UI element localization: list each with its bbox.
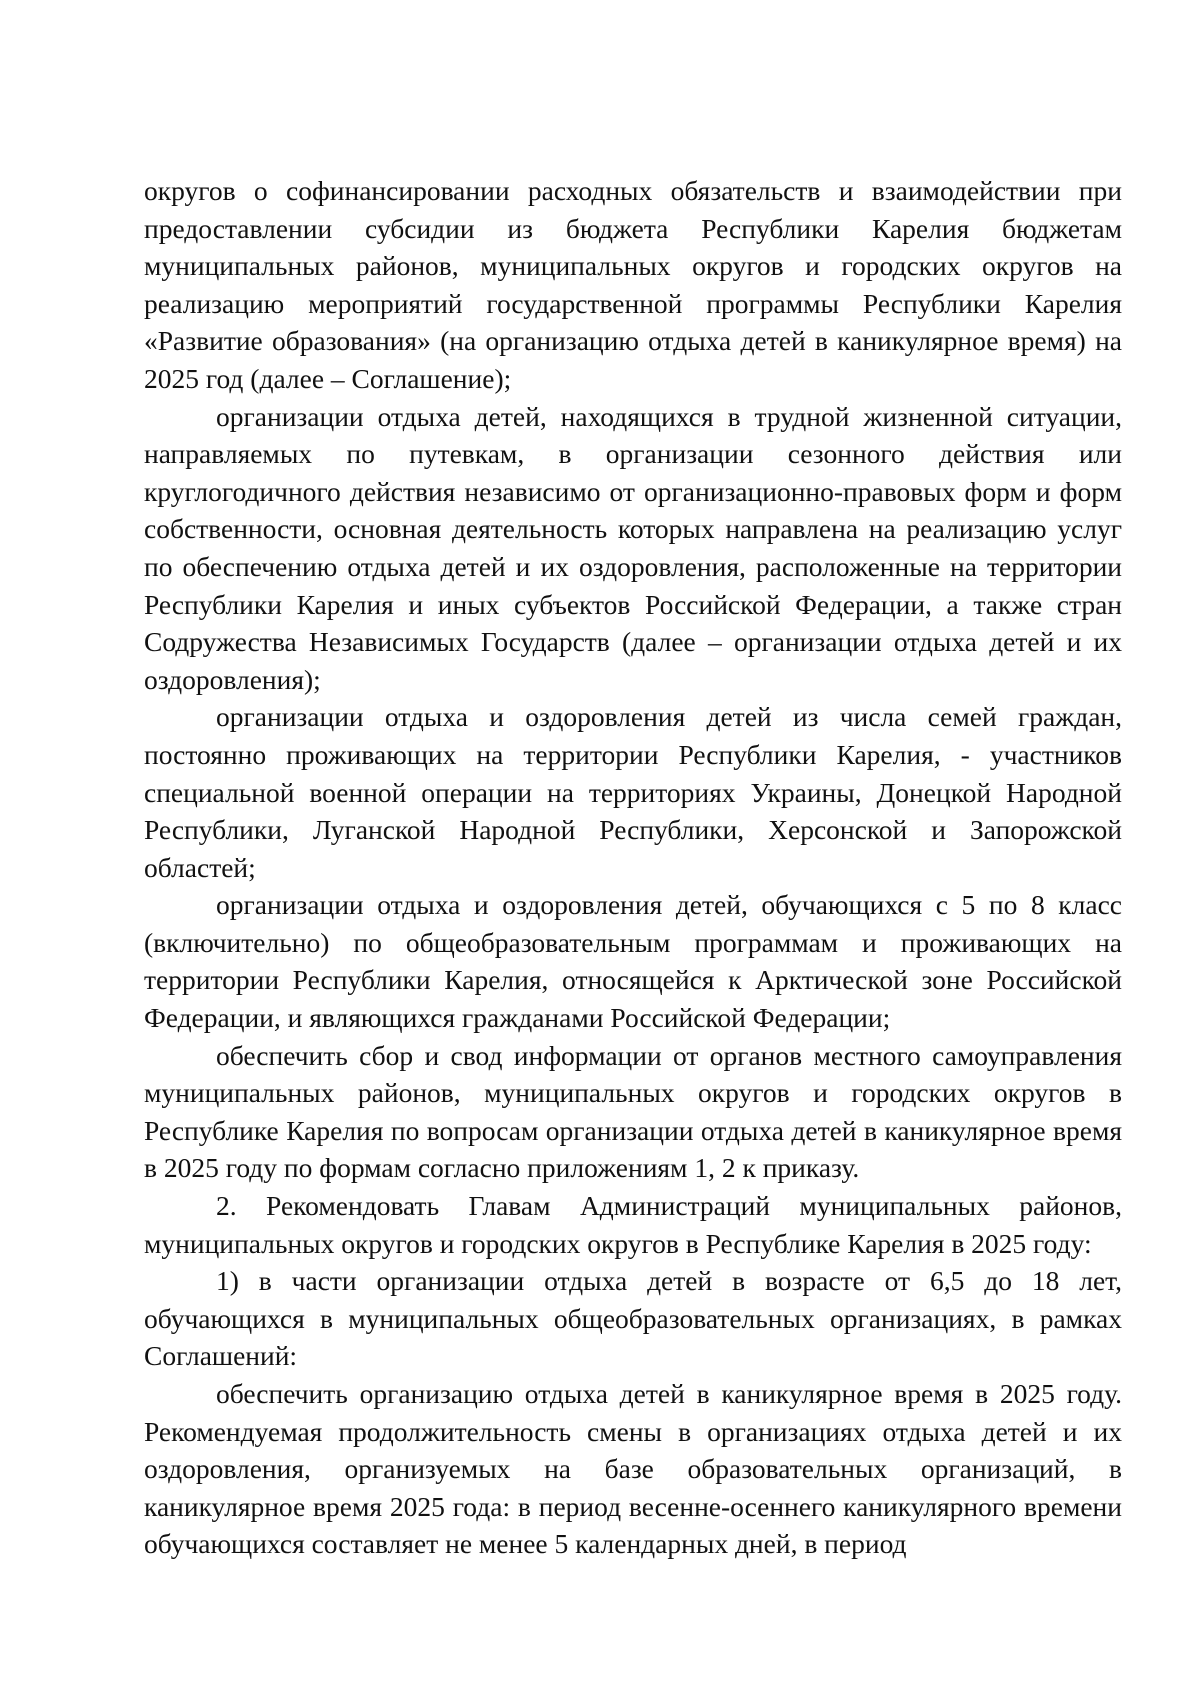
paragraph-information-collection: обеспечить сбор и свод информации от органов местного самоуправления муниципальных районов, муниципальных округов и городских округов в Республике Карелия по вопросам организации отдыха детей в каникулярное время в 2025 году по формам согласно приложениям 1, 2 к приказу. [144, 1039, 1122, 1184]
paragraph-shift-duration: обеспечить организацию отдыха детей в каникулярное время в 2025 году. Рекомендуемая продолжительность смены в организациях отдыха детей и их оздоровления, организуемых на базе образовательных организаций, в каникулярное время 2025 года: в период весенне-осеннего каникулярного времени обучающихся составляет не менее 5 календарных дней, в период [144, 1378, 1122, 1560]
paragraph-difficult-situation-children: организации отдыха детей, находящихся в трудной жизненной ситуации, направляемых по путевкам, в организации сезонного действия или круглогодичного действия независимо от организационно-правовых форм и форм собственности, основная деятельность которых направлена на реализацию услуг по обеспечению отдыха детей и их оздоровления, расположенные на территории Республики Карелия и иных субъектов Российской Федерации, а также стран Содружества Независимых Государств (далее – организации отдыха детей и их оздоровления); [144, 400, 1122, 695]
paragraph-arctic-zone-children: организации отдыха и оздоровления детей, обучающихся с 5 по 8 класс (включительно) по общеобразовательным программам и проживающих на территории Республики Карелия, относящейся к Арктической зоне Российской Федерации, и являющихся гражданами Российской Федерации; [144, 889, 1122, 1034]
paragraph-item-2-recommendation: 2. Рекомендовать Главам Администраций муниципальных районов, муниципальных округов и городских округов в Республике Карелия в 2025 году: [144, 1190, 1122, 1259]
paragraph-svo-families-children: организации отдыха и оздоровления детей из числа семей граждан, постоянно проживающих на территории Республики Карелия, - участников специальной военной операции на территориях Украины, Донецкой Народной Республики, Луганской Народной Республики, Херсонской и Запорожской областей; [144, 701, 1122, 883]
paragraph-agreement-continuation: округов о софинансировании расходных обязательств и взаимодействии при предоставлении субсидии из бюджета Республики Карелия бюджетам муниципальных районов, муниципальных округов и городских округов на реализацию мероприятий государственной программы Республики Карелия «Развитие образования» (на организацию отдыха детей в каникулярное время) на 2025 год (далее – Соглашение); [144, 175, 1122, 394]
paragraph-subitem-1: 1) в части организации отдыха детей в возрасте от 6,5 до 18 лет, обучающихся в муниципальных общеобразовательных организациях, в рамках Соглашений: [144, 1265, 1122, 1372]
document-body [144, 172, 1122, 1563]
